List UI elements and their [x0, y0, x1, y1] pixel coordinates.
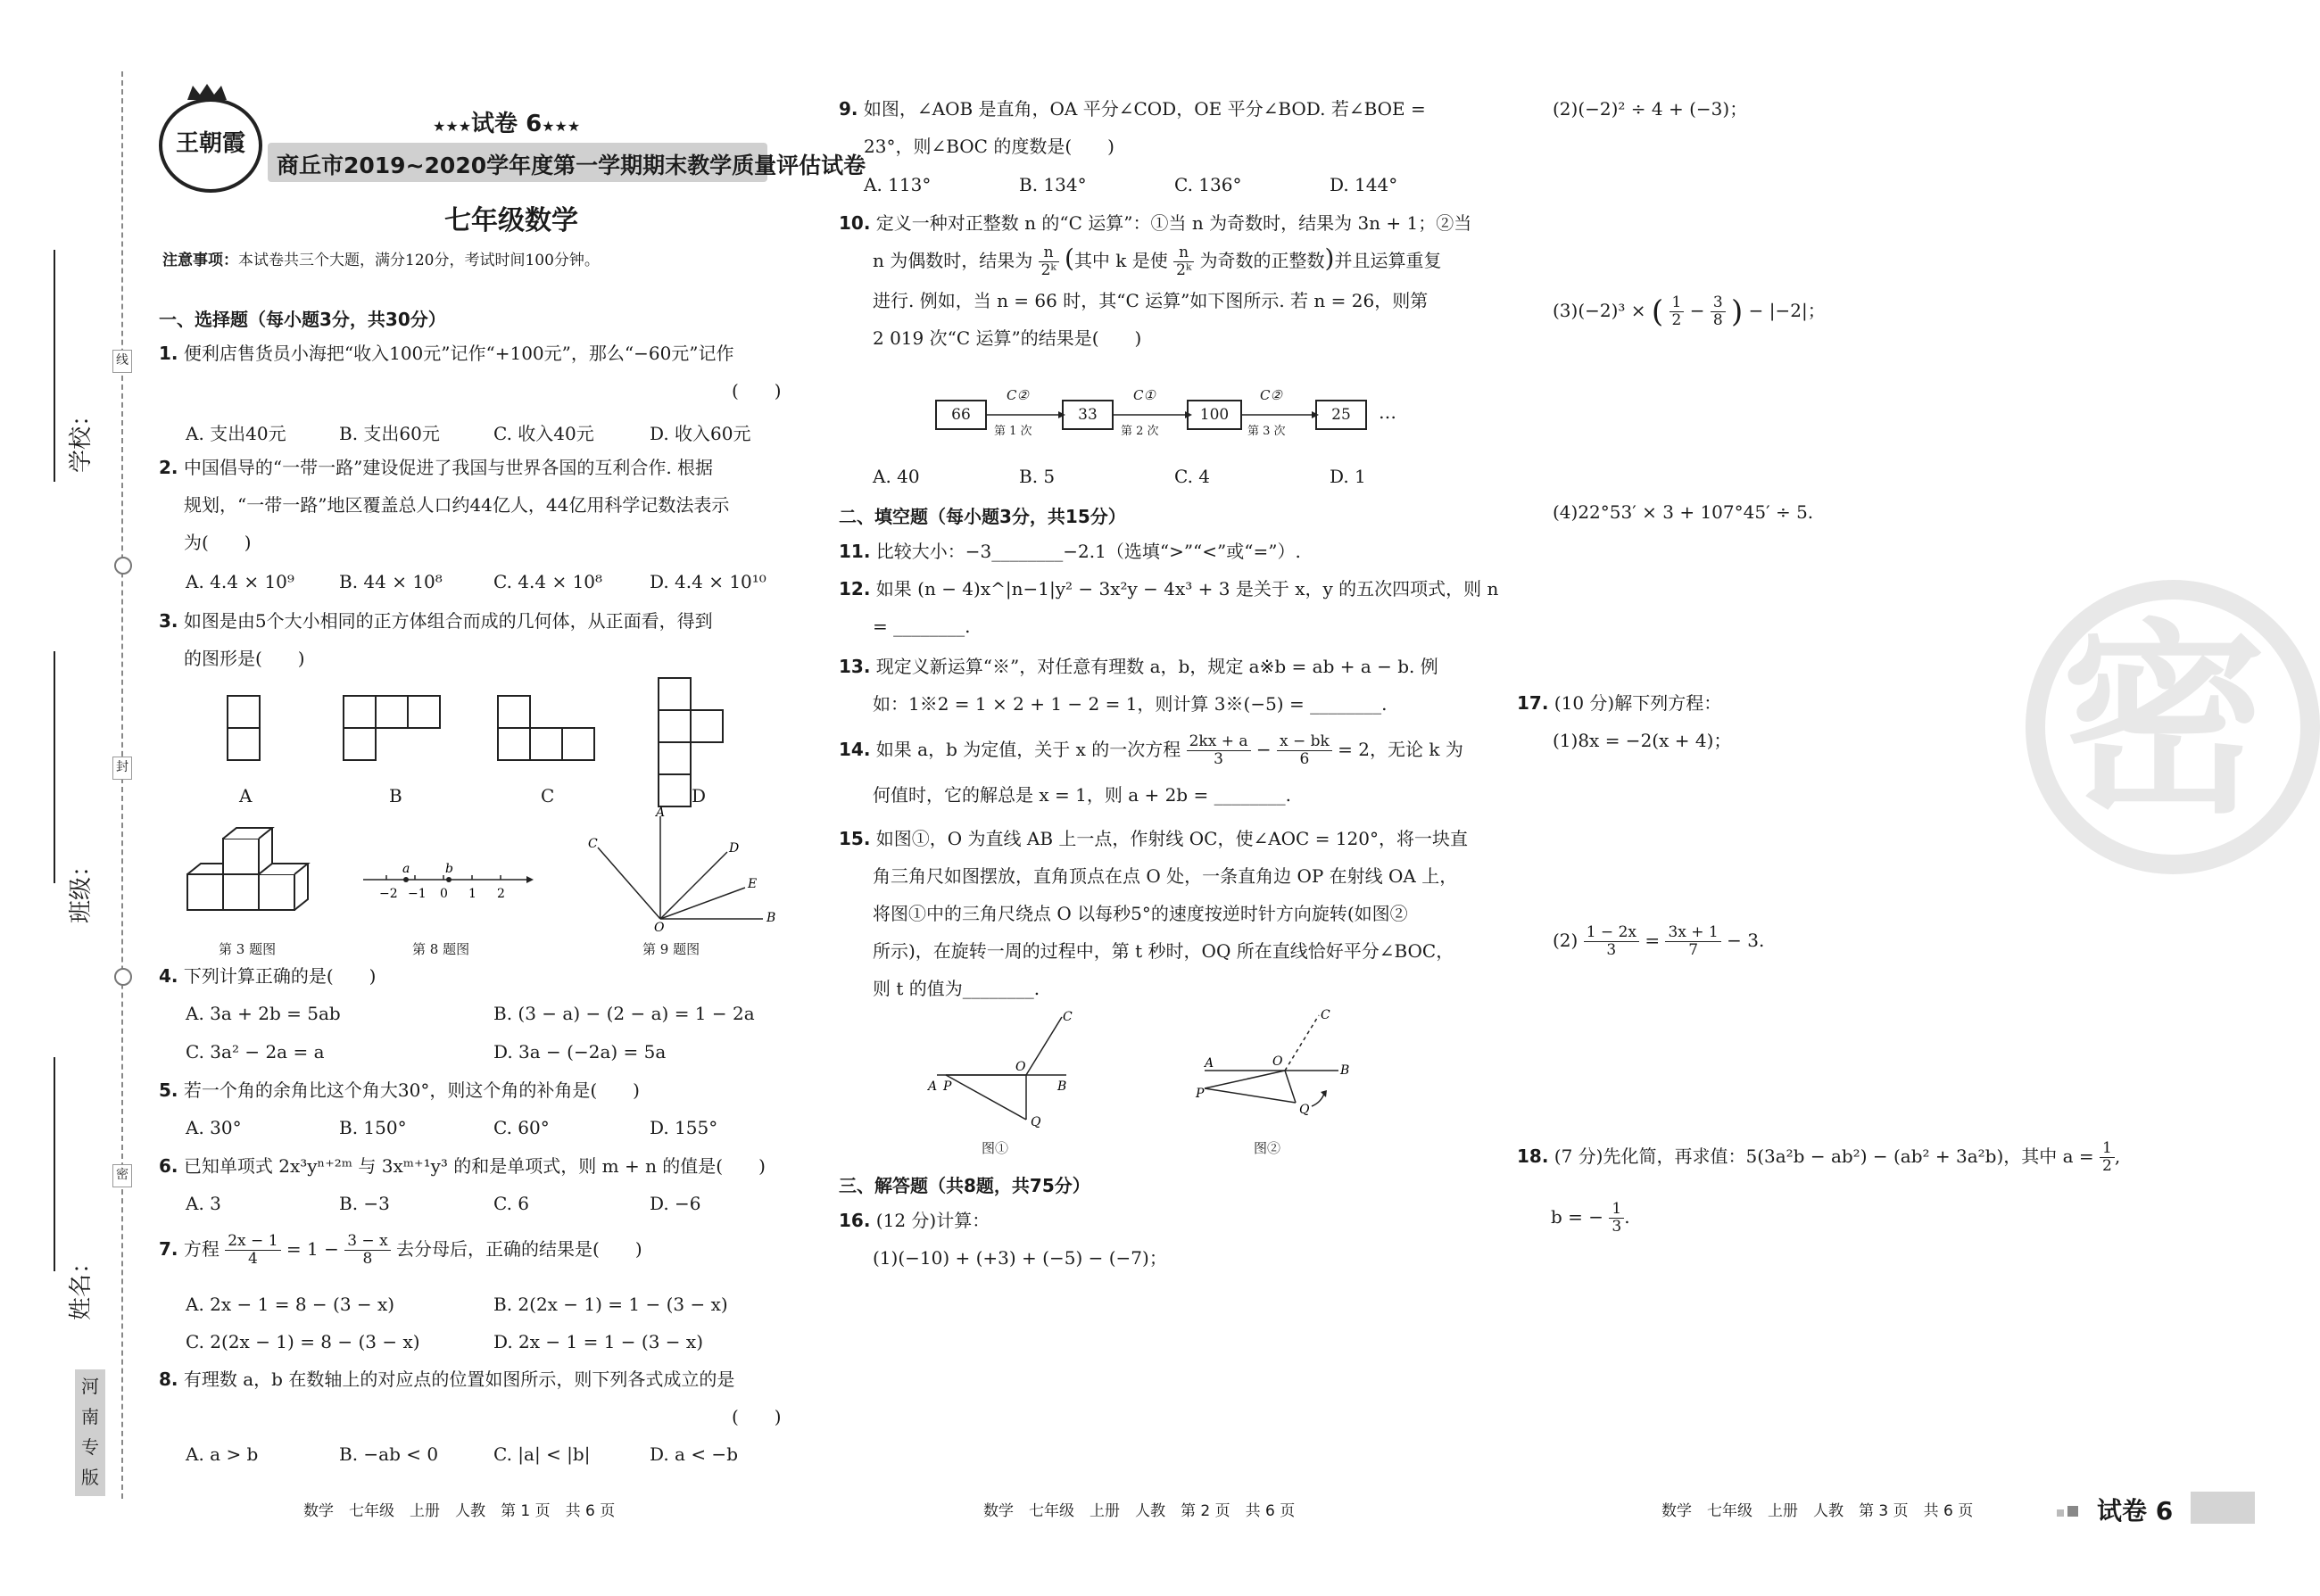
footer-page-1: 数学 七年级 上册 人教 第 1 页 共 6 页: [303, 1502, 616, 1520]
question-12: 12. 如果 (n − 4)x^|n−1|y² − 3x²y − 4x³ + 3 是关于 x，y 的五次四项式，则 n = ________.: [839, 578, 1499, 637]
crown-icon: [186, 82, 228, 98]
option-b[interactable]: B. 支出60元: [339, 423, 440, 444]
punch-hole-icon: [114, 968, 132, 986]
option-a[interactable]: A. 113°: [864, 174, 932, 195]
footer-tag-bar: [2191, 1492, 2255, 1524]
option-b[interactable]: B. 5: [1019, 466, 1056, 487]
svg-text:P: P: [943, 1079, 952, 1094]
option-c[interactable]: C. 收入40元: [493, 423, 594, 444]
svg-text:E: E: [748, 877, 758, 891]
option-c[interactable]: C. 4.4 × 10⁸: [493, 571, 603, 592]
footer-page-2: 数学 七年级 上册 人教 第 2 页 共 6 页: [983, 1502, 1296, 1520]
exam-title: 商丘市2019~2020学年度第一学期期末教学质量评估试卷: [277, 153, 866, 178]
option-c[interactable]: C. 6: [493, 1193, 530, 1214]
svg-text:O: O: [1015, 1060, 1026, 1074]
flow-op: C②: [1260, 387, 1282, 403]
fig-3-caption: 第 3 题图: [219, 941, 277, 957]
q16-part-3: (3)(−2)³ × ( $\frac{1}{2}$ − $\frac{3}{8}$ ) − |−2|；: [1553, 294, 1826, 330]
figure-c[interactable]: [498, 696, 594, 760]
watermark-text: 密: [2061, 603, 2267, 841]
option-a[interactable]: A. 30°: [186, 1117, 242, 1138]
fig-8-caption: 第 8 题图: [412, 941, 470, 957]
fig-15-2-caption: 图②: [1254, 1140, 1281, 1156]
class-field[interactable]: [54, 651, 55, 883]
flow-time: 第 3 次: [1247, 425, 1286, 438]
fig-3-cubes: [183, 830, 317, 928]
option-d[interactable]: D. 3a − (−2a) = 5a: [493, 1041, 667, 1063]
option-a[interactable]: A. a > b: [186, 1443, 259, 1465]
edition-badge: 河 南 专 版: [75, 1369, 105, 1496]
fig-15-1-caption: 图①: [982, 1140, 1009, 1156]
svg-text:Q: Q: [1299, 1103, 1310, 1117]
q16-part-4: (4)22°53′ × 3 + 107°45′ ÷ 5.: [1553, 501, 1814, 523]
section-3-title: 三、解答题（共8题，共75分）: [839, 1175, 1090, 1196]
svg-text:A: A: [1205, 1056, 1214, 1071]
svg-text:1: 1: [468, 887, 476, 901]
question-2: 2. 中国倡导的“一带一路”建设促进了我国与世界各国的互利合作. 根据 规划，“一带一路”地区覆盖总人口约44亿人，44亿用科学记数法表示 为( ): [159, 457, 730, 553]
option-b[interactable]: B. 134°: [1019, 174, 1087, 195]
section-2-title: 二、填空题（每小题3分，共15分）: [839, 506, 1126, 527]
svg-text:Q: Q: [1031, 1115, 1041, 1129]
option-a[interactable]: A. 2x − 1 = 8 − (3 − x): [186, 1294, 395, 1315]
section-1-title: 一、选择题（每小题3分，共30分）: [159, 309, 446, 330]
school-field[interactable]: [54, 250, 55, 482]
svg-text:D: D: [729, 841, 740, 856]
fig-9-caption: 第 9 题图: [642, 941, 700, 957]
subject-title: 七年级数学: [444, 205, 578, 236]
option-d[interactable]: D. 144°: [1330, 174, 1398, 195]
option-c[interactable]: C. 4: [1174, 466, 1211, 487]
option-d[interactable]: D. a < −b: [650, 1443, 738, 1465]
seal-mark-3: 密: [112, 1164, 132, 1187]
answer-paren[interactable]: ( ): [732, 1406, 782, 1427]
notice: 注意事项：本试卷共三个大题，满分120分，考试时间100分钟。: [162, 252, 600, 269]
option-b[interactable]: B. 150°: [339, 1117, 407, 1138]
svg-text:B: B: [766, 911, 776, 925]
question-17: 17. (10 分)解下列方程：: [1517, 692, 1722, 714]
flow-op: C②: [1007, 387, 1029, 403]
svg-text:−2: −2: [379, 887, 398, 901]
footer-paper-tag: 试卷 6: [2097, 1496, 2174, 1526]
svg-text:O: O: [1272, 1054, 1283, 1069]
question-18: 18. (7 分)先化简，再求值：5(3a²b − ab²) − (ab² + 3a²b)，其中 a = $\frac{1}{2}$ ,: [1517, 1139, 2121, 1175]
binding-strip: [0, 0, 156, 1596]
flow-time: 第 2 次: [1121, 425, 1159, 438]
option-b[interactable]: B. −ab < 0: [339, 1443, 439, 1465]
answer-paren[interactable]: ( ): [732, 380, 782, 401]
question-4: 4. 下列计算正确的是( ): [159, 965, 377, 987]
flow-op: C①: [1133, 387, 1156, 403]
fig-8-number-line: [361, 856, 535, 910]
question-10: 10. 定义一种对正整数 n 的“C 运算”：①当 n 为奇数时，结果为 3n + 1；②当 n 为偶数时，结果为 $\frac{n}{\text{2ᵏ}}$ (其中 k 是使 $\frac{n}{\text{2ᵏ}}$ 为奇数的正整数)并且运算重复 进行. 例如，当 n = 66 时，其“C 运算”如下图所示. 若 n = 26，则第 2 019 次“C 运算”的结果是( ): [839, 212, 1472, 349]
option-c[interactable]: C. 60°: [493, 1117, 550, 1138]
svg-text:C: C: [588, 837, 598, 851]
question-11: 11. 比较大小：−3________−2.1（选填“>”“<”或“=”）.: [839, 541, 1301, 562]
seal-mark-2: 封: [112, 757, 132, 780]
question-5: 5. 若一个角的余角比这个角大30°，则这个角的补角是( ): [159, 1079, 640, 1101]
fig-15-2: [1187, 1006, 1392, 1131]
option-c[interactable]: C. 2(2x − 1) = 8 − (3 − x): [186, 1331, 420, 1352]
q17-part-1: (1)8x = −2(x + 4)；: [1553, 730, 1732, 751]
q17-part-2: (2) $\frac{1 - 2x}{3}$ = $\frac{3x + 1}{7}$ − 3.: [1553, 923, 1765, 959]
flow-box: 25: [1315, 400, 1367, 430]
dash-line: [121, 71, 123, 1499]
question-8: 8. 有理数 a，b 在数轴上的对应点的位置如图所示，则下列各式成立的是: [159, 1369, 735, 1390]
option-c[interactable]: C. 136°: [1174, 174, 1242, 195]
option-c[interactable]: C: [541, 785, 555, 806]
question-15: 15. 如图①，O 为直线 AB 上一点，作射线 OC，使∠AOC = 120°，将一块直 角三角尺如图摆放，直角顶点在点 O 处，一条直角边 OP 在射线 OA 上， 将图①中的三角尺绕点 O 以每秒5°的速度按逆时针方向旋转(如图② 所示)，在旋转一周的过程中，第 t 秒时，OQ 所在直线恰好平分∠BOC， 则 t 的值为________.: [839, 828, 1469, 999]
svg-text:0: 0: [440, 887, 448, 901]
flow-box: 100: [1187, 400, 1242, 430]
fig-9-angles: [584, 806, 776, 935]
option-d[interactable]: D. 155°: [650, 1117, 718, 1138]
class-label: 班级：: [68, 853, 95, 923]
option-a[interactable]: A. 支出40元: [186, 423, 286, 444]
flow-box: 33: [1062, 400, 1114, 430]
svg-text:2: 2: [497, 887, 505, 901]
svg-text:C: C: [1321, 1008, 1330, 1022]
figure-d[interactable]: [659, 678, 723, 806]
seal-mark-1: 线: [112, 350, 132, 373]
svg-text:a: a: [402, 862, 410, 876]
question-13: 13. 现定义新运算“※”，对任意有理数 a，b，规定 a※b = ab + a − b. 例 如：1※2 = 1 × 2 + 1 − 2 = 1，则计算 3※(−5) = ________.: [839, 656, 1438, 715]
option-d[interactable]: D. 2x − 1 = 1 − (3 − x): [493, 1331, 703, 1352]
svg-text:A: A: [928, 1079, 938, 1094]
option-d[interactable]: D. −6: [650, 1193, 701, 1214]
option-d[interactable]: D. 4.4 × 10¹⁰: [650, 571, 766, 592]
footer-page-3: 数学 七年级 上册 人教 第 3 页 共 6 页: [1661, 1502, 1974, 1520]
svg-text:−1: −1: [408, 887, 427, 901]
name-field[interactable]: [54, 1057, 55, 1271]
question-16: 16. (12 分)计算：: [839, 1210, 990, 1231]
option-c[interactable]: C. |a| < |b|: [493, 1443, 591, 1465]
svg-text:C: C: [1063, 1010, 1073, 1024]
option-b[interactable]: B. −3: [339, 1193, 390, 1214]
name-label: 姓名：: [68, 1250, 95, 1320]
svg-text:P: P: [1196, 1087, 1205, 1101]
option-a[interactable]: A. 3a + 2b = 5ab: [186, 1003, 341, 1024]
punch-hole-icon: [114, 557, 132, 575]
flow-time: 第 1 次: [994, 425, 1032, 438]
svg-text:B: B: [1340, 1063, 1350, 1078]
figure-a[interactable]: [228, 696, 260, 760]
question-14: 14. 如果 a，b 为定值，关于 x 的一次方程 $\frac{2kx + a}{3}$ − $\frac{x - bk}{6}$ = 2，无论 k 为 何值时，它的解总是 x = 1，则 a + 2b = ________.: [839, 732, 1463, 806]
option-a[interactable]: A. 3: [186, 1193, 221, 1214]
option-b[interactable]: B. 44 × 10⁸: [339, 571, 443, 592]
question-7: 7. 方程 $\frac{2x - 1}{4}$ = 1 − $\frac{3 - x}{8}$ 去分母后，正确的结果是( ): [159, 1232, 642, 1268]
svg-text:b: b: [445, 862, 453, 876]
option-a[interactable]: A. 4.4 × 10⁹: [186, 571, 294, 592]
option-d[interactable]: D. 收入60元: [650, 423, 751, 444]
option-b[interactable]: B. (3 − a) − (2 − a) = 1 − 2a: [493, 1003, 755, 1024]
paper-number: ★★★试卷 6★★★: [433, 111, 581, 137]
brand-logo: 王朝霞: [159, 98, 262, 193]
svg-text:O: O: [654, 921, 665, 935]
flow-ellipsis: …: [1379, 401, 1396, 423]
footer-tag-squares: [2057, 1502, 2089, 1518]
figure-b[interactable]: [344, 696, 440, 760]
option-a[interactable]: A. 40: [873, 466, 920, 487]
q16-part-2: (2)(−2)² ÷ 4 + (−3)；: [1553, 98, 1748, 120]
question-9: 9. 如图，∠AOB 是直角，OA 平分∠COD，OE 平分∠BOD. 若∠BOE = 23°，则∠BOC 的度数是( ): [839, 98, 1426, 157]
flow-box: 66: [935, 400, 987, 430]
option-c[interactable]: C. 3a² − 2a = a: [186, 1041, 325, 1063]
option-b[interactable]: B. 2(2x − 1) = 1 − (3 − x): [493, 1294, 728, 1315]
q18-b-value: b = − $\frac{1}{3}$ .: [1551, 1200, 1630, 1236]
school-label: 学校：: [68, 402, 95, 473]
question-6: 6. 已知单项式 2x³yⁿ⁺²ᵐ 与 3xᵐ⁺¹y³ 的和是单项式，则 m + n 的值是( ): [159, 1155, 766, 1177]
option-d[interactable]: D: [692, 785, 707, 806]
question-1: 1. 便利店售货员小海把“收入100元”记作“+100元”，那么“−60元”记作: [159, 343, 734, 364]
q16-part-1: (1)(−10) + (+3) + (−5) − (−7)；: [873, 1247, 1167, 1269]
fig-15-1: [924, 1008, 1120, 1133]
option-b[interactable]: B: [389, 785, 402, 806]
svg-text:A: A: [656, 806, 666, 820]
question-3: 3. 如图是由5个大小相同的正方体组合而成的几何体，从正面看，得到 的图形是( ): [159, 610, 713, 669]
svg-text:B: B: [1057, 1079, 1067, 1094]
option-d[interactable]: D. 1: [1330, 466, 1366, 487]
option-a[interactable]: A: [239, 785, 253, 806]
